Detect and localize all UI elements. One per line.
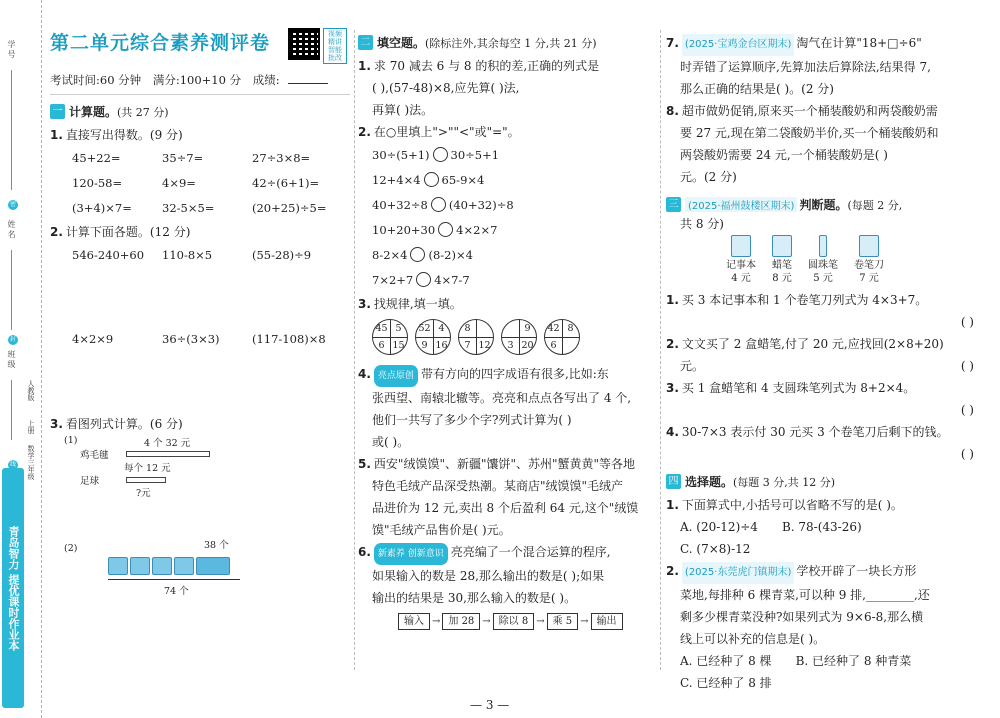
section-judgement	[666, 196, 992, 213]
column-1	[50, 28, 350, 603]
question-text: 张西望、南辕北辙等。亮亮和点点各写出了 4 个,	[372, 391, 632, 405]
exam-score: 满分:100+10 分	[152, 73, 242, 87]
edition-label: 上册	[27, 420, 35, 434]
compare-circle[interactable]	[438, 222, 453, 237]
pattern-circles	[358, 319, 658, 355]
calc-item[interactable]: (3+4)×7=	[72, 201, 132, 215]
seal-dot: 密	[9, 201, 16, 208]
section-note: (共 27 分)	[117, 105, 169, 119]
seal-dot: 线	[9, 461, 16, 468]
question-number: 3.	[358, 297, 371, 311]
choice-option[interactable]: A. (20-12)÷4	[680, 520, 758, 534]
question-number: 5.	[358, 457, 371, 471]
question-text: 要 27 元,现在第二袋酸奶半价,买一个桶装酸奶和	[680, 126, 939, 140]
calc-item[interactable]: (55-28)÷9	[252, 248, 312, 262]
sharpener-icon	[859, 235, 879, 257]
calc-item[interactable]: 35÷7=	[162, 151, 204, 165]
flow-step: 输入	[398, 613, 430, 630]
calc-item[interactable]: (117-108)×8	[252, 332, 326, 346]
program-flow: 输入 → 加 28 → 除以 8 → 乘 5 → 输出	[358, 613, 658, 630]
class-field: 班级	[7, 350, 16, 370]
choice-options	[666, 650, 992, 672]
brand-logo: 青岛智力 提优课时作业本	[2, 468, 24, 708]
section-note: (每题 2 分,	[847, 198, 903, 212]
question-text: 时弄错了运算顺序,先算加法后算除法,结果得 7,	[680, 60, 931, 74]
seal-dot: 封	[9, 336, 16, 343]
question-text: 找规律,填一填。	[373, 297, 462, 311]
question	[358, 55, 658, 77]
question-number: 7.	[666, 36, 679, 50]
step-calc-row	[50, 327, 350, 413]
notebook-icon	[731, 235, 751, 257]
edition-label: 数学三年级	[27, 445, 35, 480]
question	[358, 293, 658, 315]
bar-diagram-2	[64, 540, 350, 603]
oral-calc-grid	[50, 146, 350, 221]
pattern-circle: 52 4 9 16	[415, 319, 451, 355]
compare-list: 30÷(5+1) 30÷5+1 12+4×4 65-9×4 40+32÷8 (40+32)÷8 10+20+30 4×2×7 8-2×4 (8-2)×4 7×2+7 4×7-7	[372, 148, 514, 287]
compare-circle[interactable]	[416, 272, 431, 287]
question	[666, 32, 992, 56]
compare-circle[interactable]	[431, 197, 446, 212]
question-text: 元。(2 分)	[680, 170, 737, 184]
name-field: 姓名	[7, 220, 16, 240]
question-number: 1.	[50, 128, 63, 142]
section-title: 判断题。	[799, 198, 848, 212]
question-text[interactable]: 再算( )法。	[372, 103, 434, 117]
question-text[interactable]: 那么正确的结果是( )。(2 分)	[680, 82, 834, 96]
result-blank[interactable]	[288, 83, 328, 84]
pattern-circle: 45 5 6 15	[372, 319, 408, 355]
question	[50, 221, 350, 243]
question-number: 4.	[358, 367, 371, 381]
question-text: 品进价为 12 元,卖出 8 个后盈利 64 元,这个"绒馍	[372, 501, 639, 515]
bar-a	[126, 451, 210, 457]
question-text[interactable]: 他们一共写了多少个字?列式计算为( )	[372, 413, 572, 427]
flow-step: 加 28	[442, 613, 480, 630]
price-items	[666, 235, 992, 285]
question	[358, 541, 658, 565]
compare-circle[interactable]	[424, 172, 439, 187]
calc-item[interactable]: 42÷(6+1)=	[252, 176, 320, 190]
question: 4. 30-7×3 表示付 30 元买 3 个卷笔刀后剩下的钱。	[666, 425, 949, 439]
step-calc-row	[50, 243, 350, 327]
section-badge: 三	[666, 197, 681, 212]
price-item: 蜡笔 8 元	[772, 235, 792, 285]
question-text[interactable]: 两袋酸奶需要 24 元,一个桶装酸奶是( )	[680, 148, 888, 162]
question-line: 元。 ( )	[666, 355, 992, 377]
question: 3. 买 1 盒蜡笔和 4 支圆珠笔列式为 8+2×4。	[666, 381, 916, 395]
price-item: 圆珠笔 5 元	[808, 235, 838, 285]
question-text: 带有方向的四字成语有很多,比如:东	[420, 367, 609, 381]
question-text: 特色毛绒产品深受热潮。某商店"绒馍馍"毛绒产	[372, 479, 624, 493]
flow-step: 乘 5	[547, 613, 579, 630]
calc-item[interactable]: 36÷(3×3)	[162, 332, 220, 346]
question-text: 线上可以补充的信息是( )。	[680, 632, 826, 646]
exam-info	[50, 72, 350, 95]
section-fill-blank	[358, 34, 658, 51]
calc-item[interactable]: 27÷3×8=	[252, 151, 311, 165]
class-line	[11, 380, 12, 440]
section-title: 选择题。	[685, 475, 734, 489]
question-text: 菜地,每排种 6 棵青菜,可以种 9 排,________,还	[680, 588, 930, 602]
diagram-mid-label: 每个 12 元	[124, 463, 171, 474]
flow-step: 除以 8	[493, 613, 535, 630]
section-badge: 一	[50, 104, 65, 119]
question	[358, 453, 658, 475]
diagram-label: (1)	[64, 435, 78, 446]
page-number: — 3 —	[470, 698, 510, 712]
column-divider	[660, 30, 661, 670]
question	[358, 363, 658, 387]
choice-option[interactable]: A. 已经种了 8 棵	[680, 654, 772, 668]
question-text[interactable]: 输出的结果是 30,那么输入的数是( )。	[372, 591, 577, 605]
binding-strip	[0, 0, 42, 718]
diagram-top-label: 4 个 32 元	[144, 438, 191, 449]
pattern-circle[interactable]: 8 7 12	[458, 319, 494, 355]
question-number: 2.	[50, 225, 63, 239]
question-number: 6.	[358, 545, 371, 559]
student-id-field: 学号	[7, 40, 16, 60]
column-3	[666, 32, 992, 694]
section-badge: 二	[358, 35, 373, 50]
answer-paren[interactable]: ( )	[960, 403, 974, 417]
qr-code-icon	[288, 28, 320, 60]
brace-line	[108, 579, 240, 580]
calc-item[interactable]: 32-5×5=	[162, 201, 215, 215]
original-tag: 亮点原创	[374, 365, 418, 387]
compare-circle[interactable]	[433, 147, 448, 162]
box-tiles	[108, 557, 230, 575]
compare-circle[interactable]	[410, 247, 425, 262]
question-number: 3.	[50, 417, 63, 431]
question-text: 淘气在计算"18+□÷6"	[796, 36, 922, 50]
question-text: 超市做奶促销,原来买一个桶装酸奶和两袋酸奶需	[681, 104, 938, 118]
student-id-line	[11, 70, 12, 190]
question	[50, 124, 350, 146]
choice-option[interactable]: B. 已经种了 8 种青菜	[795, 654, 912, 668]
answer-paren[interactable]: ( )	[960, 315, 974, 329]
question-number: 1.	[358, 59, 371, 73]
question-text: 在○里填上">""<"或"="。	[373, 125, 520, 139]
section-calculation	[50, 103, 350, 120]
exam-result: 成绩:	[252, 73, 280, 87]
choice-option[interactable]: C. (7×8)-12	[680, 542, 751, 556]
calc-item[interactable]: 4×2×9	[72, 332, 114, 346]
bar-b	[126, 477, 166, 483]
diagram-top-label: 38 个	[204, 540, 229, 551]
question	[358, 121, 658, 143]
source-tag: (2025·宝鸡金台区期末)	[682, 34, 794, 56]
question-text: 直接写出得数。(9 分)	[65, 128, 183, 142]
qr-label: 视频精讲 智能批改	[323, 28, 347, 64]
answer-paren[interactable]: ( )	[960, 447, 974, 461]
section-title: 计算题。	[69, 105, 118, 119]
edition-label: 人教版	[27, 380, 35, 401]
question-text[interactable]: 如果输入的数是 28,那么输出的数是( );如果	[372, 569, 605, 583]
calc-item[interactable]: 4×9=	[162, 176, 196, 190]
answer-paren[interactable]: ( )	[960, 359, 974, 373]
source-tag: (2025·福州鼓楼区期末)	[685, 197, 797, 212]
question	[666, 100, 992, 122]
question: 1. 下面算式中,小括号可以省略不写的是( )。	[666, 498, 903, 512]
calc-item[interactable]: (20+25)÷5=	[252, 201, 327, 215]
question-text[interactable]: ( ),(57-48)×8,应先算( )法,	[372, 81, 520, 95]
pattern-circle[interactable]: 9 3 20	[501, 319, 537, 355]
section-note: (每题 3 分,共 12 分)	[733, 475, 836, 489]
diagram-question: ?元	[136, 488, 151, 499]
pen-icon	[819, 235, 827, 257]
name-line	[11, 250, 12, 330]
diagram-item-a: 鸡毛毽	[80, 450, 109, 461]
column-2	[358, 34, 658, 630]
pattern-circle[interactable]: 42 8 6	[544, 319, 580, 355]
question-text: 西安"绒馍馍"、新疆"馕饼"、苏州"蟹黄黄"等各地	[373, 457, 636, 471]
choice-options	[666, 516, 992, 538]
question-text[interactable]: 馍"毛绒产品售价是( )元。	[372, 523, 511, 537]
section-title: 填空题。	[377, 36, 426, 50]
question-text: 计算下面各题。(12 分)	[65, 225, 191, 239]
question-text[interactable]: 或( )。	[372, 435, 410, 449]
calc-item[interactable]: 120-58=	[72, 176, 123, 190]
section-note: (除标注外,其余每空 1 分,共 21 分)	[425, 36, 597, 50]
question-text: 剩多少棵青菜没种?如果列式为 9×6-8,那么横	[680, 610, 924, 624]
question: 2. (2025·东莞虎门镇期末) 学校开辟了一块长方形	[666, 560, 992, 584]
question: 1. 买 3 本记事本和 1 个卷笔刀列式为 4×3+7。	[666, 293, 928, 307]
section-note: 共 8 分)	[680, 217, 724, 231]
diagram-label: (2)	[64, 543, 78, 554]
question-text: 看图列式计算。(6 分)	[65, 417, 183, 431]
question	[50, 413, 350, 435]
source-tag: (2025·东莞虎门镇期末)	[682, 562, 794, 584]
choice-option[interactable]: B. 78-(43-26)	[781, 520, 862, 534]
diagram-bottom-label: 74 个	[164, 586, 189, 597]
diagram-item-b: 足球	[80, 476, 100, 487]
exam-time: 考试时间:60 分钟	[50, 73, 142, 87]
price-item: 卷笔刀 7 元	[854, 235, 884, 285]
calc-item[interactable]: 546-240+60	[72, 248, 145, 262]
question-text: 求 70 减去 6 与 8 的积的差,正确的列式是	[373, 59, 600, 73]
choice-option[interactable]: C. 已经种了 8 排	[680, 676, 772, 690]
calc-item[interactable]: 45+22=	[72, 151, 121, 165]
calc-item[interactable]: 110-8×5	[162, 248, 213, 262]
price-item: 记事本 4 元	[726, 235, 756, 285]
section-choice	[666, 473, 992, 490]
question-number: 8.	[666, 104, 679, 118]
section-badge: 四	[666, 474, 681, 489]
question-number: 2.	[358, 125, 371, 139]
question: 2. 文文买了 2 盒蜡笔,付了 20 元,应找回(2×8+20)	[666, 337, 944, 351]
crayon-box-icon	[772, 235, 792, 257]
literacy-tag: 新素养 创新意识	[374, 543, 448, 565]
page-title: 第二单元综合素养测评卷	[50, 32, 271, 54]
flow-step: 输出	[591, 613, 623, 630]
question-text: 亮亮编了一个混合运算的程序,	[450, 545, 611, 559]
bar-diagram-1	[64, 435, 350, 503]
